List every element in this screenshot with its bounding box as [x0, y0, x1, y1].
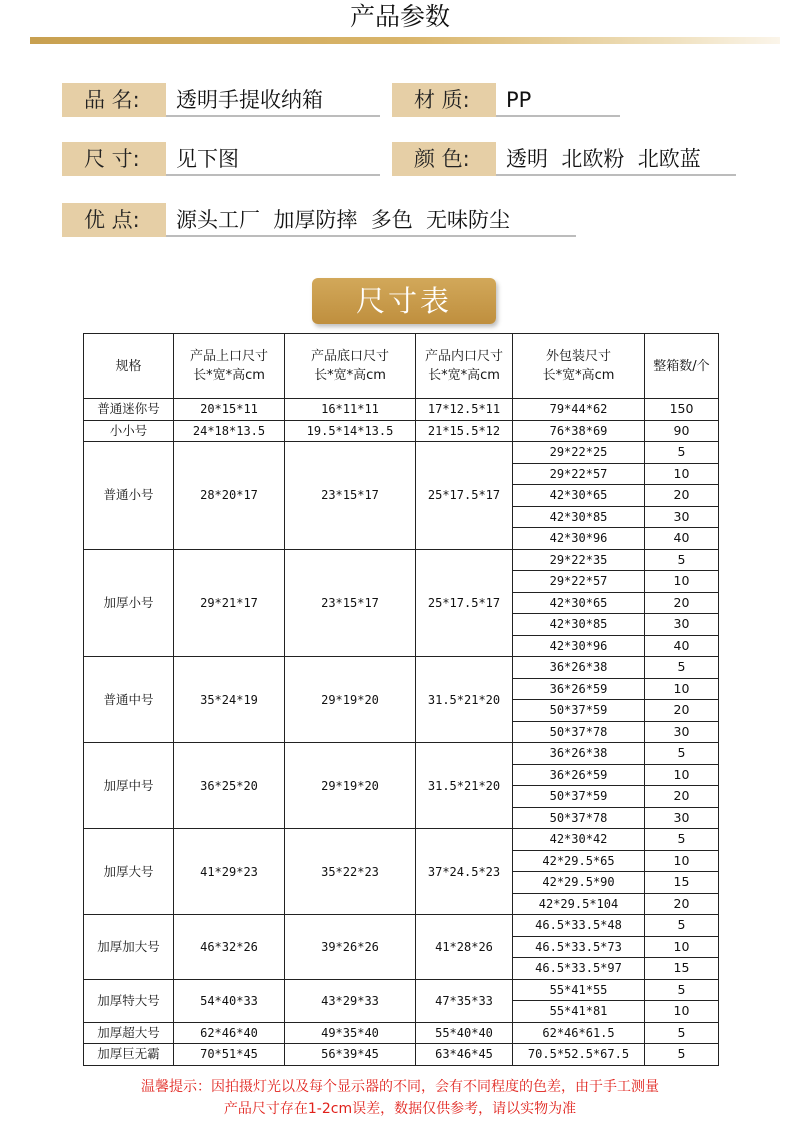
- top-size-cell: 28*20*17: [174, 442, 285, 550]
- pack-size-cell: 42*29.5*90: [513, 872, 645, 894]
- qty-cell: 15: [645, 872, 719, 894]
- size-value: 见下图: [166, 142, 380, 176]
- table-row: [84, 915, 719, 937]
- pack-size-cell: 29*22*57: [513, 463, 645, 485]
- spec-cell: 普通迷你号: [84, 399, 174, 421]
- qty-cell: 5: [645, 829, 719, 851]
- pack-size-cell: 36*26*38: [513, 657, 645, 679]
- qty-cell: 40: [645, 528, 719, 550]
- pack-size-cell: 50*37*78: [513, 807, 645, 829]
- bottom-size-cell: 43*29*33: [285, 979, 416, 1022]
- table-row: [84, 1022, 719, 1044]
- size-label: 尺 寸:: [62, 142, 166, 176]
- pack-size-cell: 36*26*59: [513, 764, 645, 786]
- pack-size-cell: 42*30*42: [513, 829, 645, 851]
- qty-cell: 5: [645, 549, 719, 571]
- size-table: [83, 333, 719, 1066]
- inner-size-cell: 17*12.5*11: [416, 399, 513, 421]
- top-size-cell: 41*29*23: [174, 829, 285, 915]
- pack-size-cell: 36*26*59: [513, 678, 645, 700]
- table-body: [84, 399, 719, 1066]
- table-row: [84, 657, 719, 679]
- pack-size-cell: 50*37*59: [513, 786, 645, 808]
- pack-size-cell: 76*38*69: [513, 420, 645, 442]
- inner-size-cell: 37*24.5*23: [416, 829, 513, 915]
- pack-size-cell: 42*30*85: [513, 614, 645, 636]
- qty-cell: 10: [645, 463, 719, 485]
- pack-size-cell: 42*30*96: [513, 528, 645, 550]
- top-size-cell: 20*15*11: [174, 399, 285, 421]
- header-qty: 整箱数/个: [645, 334, 719, 399]
- qty-cell: 30: [645, 721, 719, 743]
- advantage-value: 源头工厂 加厚防摔 多色 无味防尘: [166, 203, 576, 237]
- qty-cell: 20: [645, 700, 719, 722]
- qty-cell: 90: [645, 420, 719, 442]
- bottom-size-cell: 19.5*14*13.5: [285, 420, 416, 442]
- qty-cell: 30: [645, 506, 719, 528]
- top-size-cell: 36*25*20: [174, 743, 285, 829]
- qty-cell: 20: [645, 893, 719, 915]
- inner-size-cell: 63*46*45: [416, 1044, 513, 1066]
- qty-cell: 5: [645, 1044, 719, 1066]
- bottom-size-cell: 39*26*26: [285, 915, 416, 980]
- pack-size-cell: 79*44*62: [513, 399, 645, 421]
- qty-cell: 20: [645, 485, 719, 507]
- pack-size-cell: 42*30*85: [513, 506, 645, 528]
- qty-cell: 20: [645, 786, 719, 808]
- qty-cell: 5: [645, 442, 719, 464]
- spec-cell: 加厚巨无霸: [84, 1044, 174, 1066]
- page-title: 产品参数: [349, 2, 450, 31]
- qty-cell: 30: [645, 807, 719, 829]
- name-value: 透明手提收纳箱: [166, 83, 380, 117]
- pack-size-cell: 29*22*25: [513, 442, 645, 464]
- advantage-label: 优 点:: [62, 203, 166, 237]
- inner-size-cell: 21*15.5*12: [416, 420, 513, 442]
- top-size-cell: 62*46*40: [174, 1022, 285, 1044]
- header-bottom-size: 产品底口尺寸 长*宽*高cm: [285, 334, 416, 399]
- qty-cell: 20: [645, 592, 719, 614]
- pack-size-cell: 50*37*59: [513, 700, 645, 722]
- pack-size-cell: 46.5*33.5*73: [513, 936, 645, 958]
- qty-cell: 5: [645, 979, 719, 1001]
- size-table-heading: 尺寸表: [312, 278, 496, 324]
- qty-cell: 5: [645, 1022, 719, 1044]
- spec-cell: 加厚超大号: [84, 1022, 174, 1044]
- inner-size-cell: 25*17.5*17: [416, 442, 513, 550]
- top-size-cell: 46*32*26: [174, 915, 285, 980]
- qty-cell: 5: [645, 915, 719, 937]
- qty-cell: 10: [645, 1001, 719, 1023]
- table-row: [84, 1044, 719, 1066]
- inner-size-cell: 55*40*40: [416, 1022, 513, 1044]
- spec-cell: 加厚小号: [84, 549, 174, 657]
- table-row: [84, 442, 719, 464]
- param-row-size-color: [0, 142, 800, 176]
- header-inner-size: 产品内口尺寸 长*宽*高cm: [416, 334, 513, 399]
- spec-cell: 加厚大号: [84, 829, 174, 915]
- qty-cell: 10: [645, 571, 719, 593]
- title-divider: [30, 37, 780, 44]
- warm-tip-line-1: 温馨提示：因拍摄灯光以及每个显示器的不同，会有不同程度的色差，由于手工测量: [141, 1079, 659, 1095]
- pack-size-cell: 50*37*78: [513, 721, 645, 743]
- table-row: [84, 979, 719, 1001]
- inner-size-cell: 31.5*21*20: [416, 743, 513, 829]
- pack-size-cell: 42*30*65: [513, 592, 645, 614]
- pack-size-cell: 62*46*61.5: [513, 1022, 645, 1044]
- bottom-size-cell: 23*15*17: [285, 442, 416, 550]
- table-header-row: [84, 334, 719, 399]
- pack-size-cell: 29*22*57: [513, 571, 645, 593]
- bottom-size-cell: 29*19*20: [285, 657, 416, 743]
- table-row: [84, 829, 719, 851]
- warm-tip-line-2: 产品尺寸存在1-2cm误差，数据仅供参考，请以实物为准: [223, 1101, 577, 1117]
- qty-cell: 5: [645, 743, 719, 765]
- pack-size-cell: 46.5*33.5*97: [513, 958, 645, 980]
- header-top-size: 产品上口尺寸 长*宽*高cm: [174, 334, 285, 399]
- bottom-size-cell: 35*22*23: [285, 829, 416, 915]
- param-row-name-material: [0, 83, 800, 117]
- pack-size-cell: 29*22*35: [513, 549, 645, 571]
- bottom-size-cell: 16*11*11: [285, 399, 416, 421]
- inner-size-cell: 25*17.5*17: [416, 549, 513, 657]
- param-row-advantage: [0, 203, 800, 237]
- qty-cell: 10: [645, 936, 719, 958]
- pack-size-cell: 70.5*52.5*67.5: [513, 1044, 645, 1066]
- pack-size-cell: 55*41*55: [513, 979, 645, 1001]
- header-spec: 规格: [84, 334, 174, 399]
- top-size-cell: 35*24*19: [174, 657, 285, 743]
- qty-cell: 15: [645, 958, 719, 980]
- spec-cell: 加厚中号: [84, 743, 174, 829]
- bottom-size-cell: 56*39*45: [285, 1044, 416, 1066]
- top-size-cell: 54*40*33: [174, 979, 285, 1022]
- pack-size-cell: 55*41*81: [513, 1001, 645, 1023]
- table-row: [84, 399, 719, 421]
- pack-size-cell: 42*29.5*104: [513, 893, 645, 915]
- top-size-cell: 70*51*45: [174, 1044, 285, 1066]
- spec-cell: 加厚加大号: [84, 915, 174, 980]
- color-value: 透明 北欧粉 北欧蓝: [496, 142, 736, 176]
- header-pack-size: 外包装尺寸 长*宽*高cm: [513, 334, 645, 399]
- bottom-size-cell: 49*35*40: [285, 1022, 416, 1044]
- bottom-size-cell: 29*19*20: [285, 743, 416, 829]
- qty-cell: 10: [645, 764, 719, 786]
- qty-cell: 5: [645, 657, 719, 679]
- spec-cell: 加厚特大号: [84, 979, 174, 1022]
- pack-size-cell: 42*29.5*65: [513, 850, 645, 872]
- table-row: [84, 420, 719, 442]
- inner-size-cell: 41*28*26: [416, 915, 513, 980]
- pack-size-cell: 42*30*96: [513, 635, 645, 657]
- qty-cell: 10: [645, 850, 719, 872]
- pack-size-cell: 46.5*33.5*48: [513, 915, 645, 937]
- name-label: 品 名:: [62, 83, 166, 117]
- spec-cell: 普通中号: [84, 657, 174, 743]
- table-row: [84, 549, 719, 571]
- inner-size-cell: 31.5*21*20: [416, 657, 513, 743]
- spec-cell: 普通小号: [84, 442, 174, 550]
- inner-size-cell: 47*35*33: [416, 979, 513, 1022]
- table-row: [84, 743, 719, 765]
- top-size-cell: 24*18*13.5: [174, 420, 285, 442]
- spec-cell: 小小号: [84, 420, 174, 442]
- qty-cell: 40: [645, 635, 719, 657]
- color-label: 颜 色:: [392, 142, 496, 176]
- top-size-cell: 29*21*17: [174, 549, 285, 657]
- qty-cell: 30: [645, 614, 719, 636]
- bottom-size-cell: 23*15*17: [285, 549, 416, 657]
- material-value: PP: [496, 83, 620, 117]
- qty-cell: 10: [645, 678, 719, 700]
- material-label: 材 质:: [392, 83, 496, 117]
- pack-size-cell: 42*30*65: [513, 485, 645, 507]
- pack-size-cell: 36*26*38: [513, 743, 645, 765]
- qty-cell: 150: [645, 399, 719, 421]
